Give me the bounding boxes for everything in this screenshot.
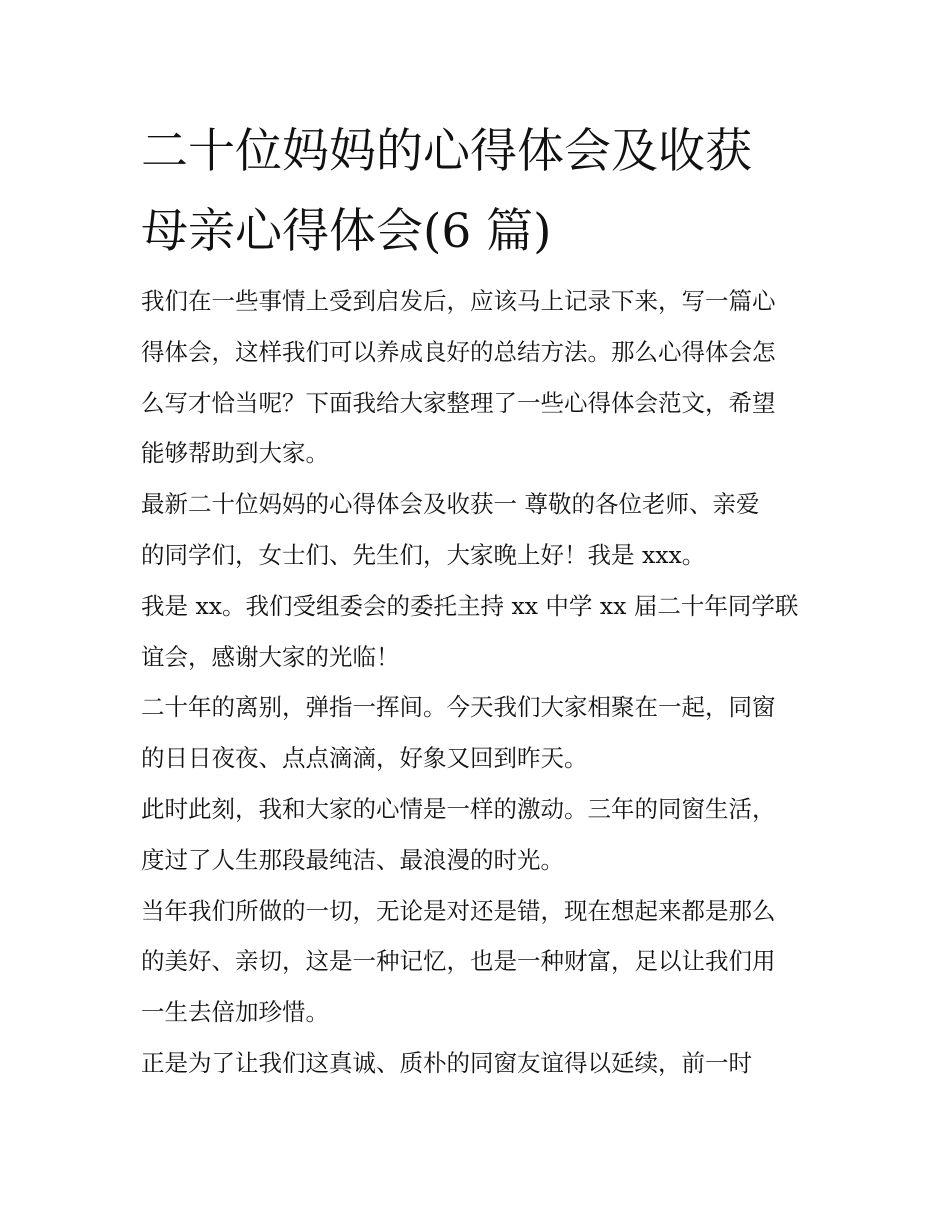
text-line: 此时此刻，我和大家的心情是一样的激动。三年的同窗生活， — [141, 794, 776, 823]
paragraph-friendship — [141, 1038, 811, 1089]
text-line: 我是 xx。我们受组委会的委托主持 xx 中学 xx 届二十年同学联 — [141, 591, 799, 620]
paragraph-reunion — [141, 682, 811, 784]
title-line-2: 母亲心得体会(6 篇) — [141, 204, 552, 259]
text-line: 度过了人生那段最纯洁、最浪漫的时光。 — [141, 845, 564, 874]
paragraph-memory — [141, 886, 811, 1038]
text-line: 正是为了让我们这真诚、质朴的同窗友谊得以延续，前一时 — [141, 1048, 752, 1077]
text-line: 二十年的离别，弹指一挥间。今天我们大家相聚在一起，同窗 — [141, 693, 776, 722]
paragraph-host-intro — [141, 581, 811, 683]
document-body — [141, 276, 811, 1089]
text-line: 当年我们所做的一切，无论是对还是错，现在想起来都是那么 — [141, 896, 776, 925]
paragraph-emotion — [141, 784, 811, 886]
text-line: 得体会，这样我们可以养成良好的总结方法。那么心得体会怎 — [141, 337, 776, 366]
text-line: 能够帮助到大家。 — [141, 439, 329, 468]
text-line: 的同学们，女士们、先生们，大家晚上好！我是 xxx。 — [141, 540, 706, 569]
paragraph-intro — [141, 276, 811, 479]
paragraph-greeting — [141, 479, 811, 581]
text-line: 谊会，感谢大家的光临！ — [141, 642, 400, 671]
text-line: 一生去倍加珍惜。 — [141, 998, 329, 1027]
title-line-1: 二十位妈妈的心得体会及收获 — [141, 124, 752, 179]
text-line: 么写才恰当呢？下面我给大家整理了一些心得体会范文，希望 — [141, 388, 776, 417]
text-line: 我们在一些事情上受到启发后，应该马上记录下来，写一篇心 — [141, 287, 776, 315]
text-line: 的美好、亲切，这是一种记忆，也是一种财富，足以让我们用 — [141, 947, 776, 976]
text-line: 的日日夜夜、点点滴滴，好象又回到昨天。 — [141, 744, 588, 773]
document-title — [141, 112, 821, 272]
text-line: 最新二十位妈妈的心得体会及收获一 尊敬的各位老师、亲爱 — [141, 490, 760, 519]
